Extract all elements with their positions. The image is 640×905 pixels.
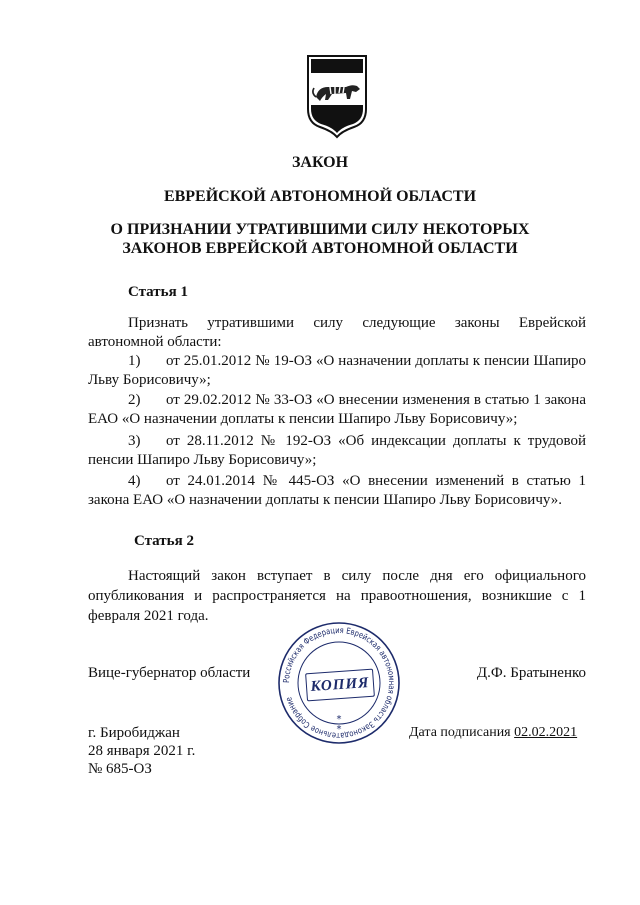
list-item	[88, 391, 586, 429]
law-number: № 685-ОЗ	[88, 761, 152, 777]
law-date: 28 января 2021 г.	[88, 743, 196, 759]
list-item	[88, 432, 586, 470]
article-1-title: Статья 1	[128, 284, 188, 300]
list-item-number: 3)	[128, 433, 141, 449]
stamp-copy-label: КОПИЯ	[305, 669, 375, 702]
region-title: ЕВРЕЙСКОЙ АВТОНОМНОЙ ОБЛАСТИ	[163, 188, 477, 205]
article-2-title: Статья 2	[134, 533, 194, 549]
signing-date-line	[409, 723, 577, 742]
list-item-number: 2)	[128, 392, 141, 408]
signing-date-label: Дата подписания	[409, 725, 511, 740]
list-item	[88, 472, 586, 510]
signer-role: Вице-губернатор области	[88, 665, 251, 681]
coat-of-arms-tiger-icon	[302, 53, 372, 139]
list-item-text: от 25.01.2012 № 19-ОЗ «О назначении доплаты к пенсии Шапиро Льву Борисовичу»;	[88, 353, 586, 388]
law-subject-title: О ПРИЗНАНИИ УТРАТИВШИМИ СИЛУ НЕКОТОРЫХ ЗАКОНОВ ЕВРЕЙСКОЙ АВТОНОМНОЙ ОБЛАСТИ	[110, 221, 530, 257]
svg-text:*: *	[336, 714, 342, 725]
signer-name: Д.Ф. Братыненко	[476, 665, 586, 681]
list-item-text: от 29.02.2012 № 33-ОЗ «О внесении изменения в статью 1 закона ЕАО «О назначении доплаты к пенсии Шапиро Льву Борисовичу»;	[88, 392, 586, 427]
list-item-number: 1)	[128, 353, 141, 369]
list-item-number: 4)	[128, 473, 141, 489]
article-2-text: Настоящий закон вступает в силу после дня его официального опубликования и распространяется на правоотношения, возникшие с 1 февраля 2021 года.	[88, 568, 586, 624]
signing-date-value: 02.02.2021	[514, 725, 578, 740]
document-type-title: ЗАКОН	[291, 154, 349, 171]
list-item-text: от 24.01.2014 № 445-ОЗ «О внесении изменений в статью 1 закона ЕАО «О назначении доплаты к пенсии Шапиро Льву Борисовичу».	[88, 473, 586, 508]
list-item	[88, 352, 586, 390]
list-item-text: от 28.11.2012 № 192-ОЗ «Об индексации доплаты к трудовой пенсии Шапиро Льву Борисовичу»;	[88, 433, 586, 468]
signing-city: г. Биробиджан	[88, 725, 180, 741]
svg-text:*: *	[336, 724, 342, 735]
article-1-intro: Признать утратившими силу следующие законы Еврейской автономной области:	[88, 315, 586, 350]
svg-text:Российская Федерация Еврейская: Российская Федерация Еврейская автономная область Законодательное Собрание	[280, 624, 398, 742]
